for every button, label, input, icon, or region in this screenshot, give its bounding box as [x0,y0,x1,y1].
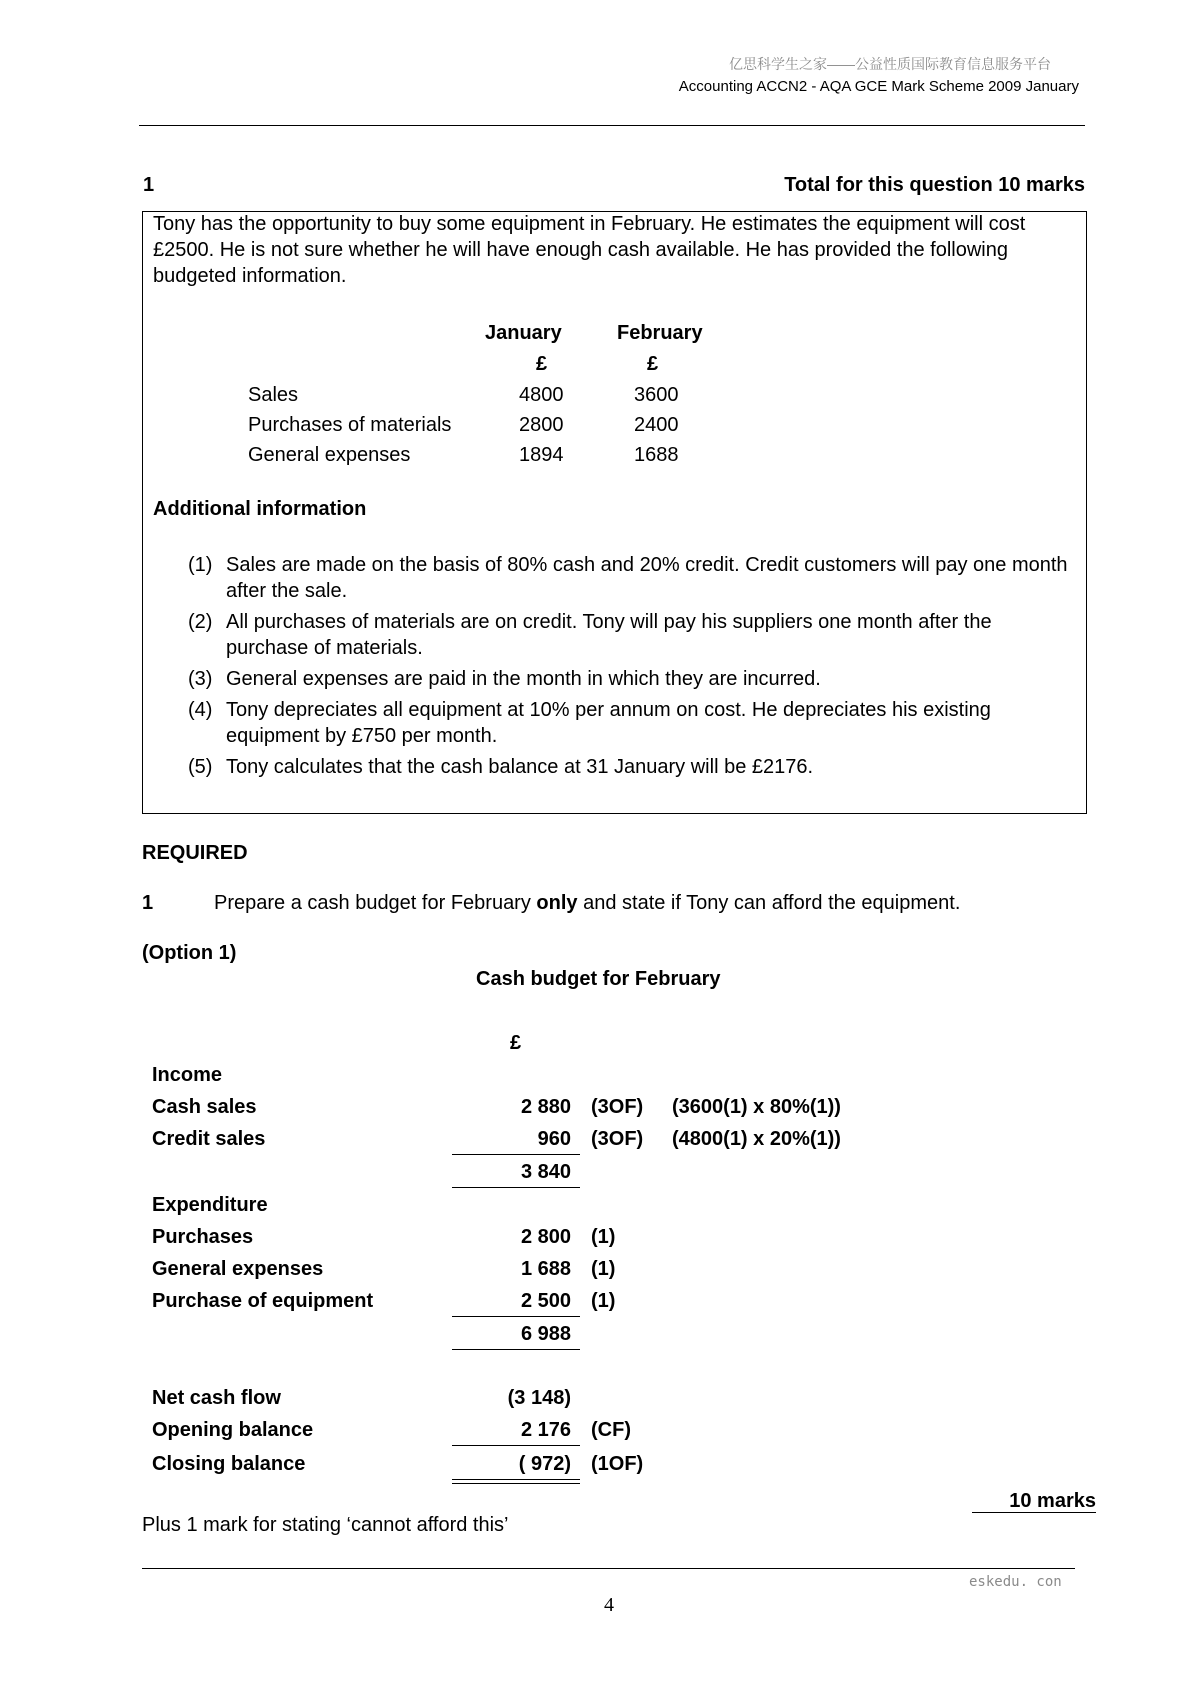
opening-balance-value: 2 176 [520,1419,571,1441]
credit-sales-calc: (4800(1) x 20%(1)) [672,1128,841,1150]
note-item [188,697,1078,749]
note-text: General expenses are paid in the month in which they are incurred. [226,668,821,690]
required-number: 1 [142,892,154,914]
cash-sales-calc: (3600(1) x 80%(1)) [672,1096,841,1118]
subtotal-rule [452,1316,580,1317]
budget-row-jan: 1894 [519,444,564,466]
expenditure-heading: Expenditure [152,1194,268,1216]
answer-option: (Option 1) [142,942,237,964]
header-title: Accounting ACCN2 - AQA GCE Mark Scheme 2009 January [678,78,1079,95]
budget-row-label: Purchases of materials [248,414,452,436]
note-item [188,609,1078,661]
cash-budget-title: Cash budget for February [476,968,721,990]
footer-site: eskedu. con [969,1574,1062,1590]
note-number: (2) [188,611,213,633]
note-item [188,754,1078,780]
budget-col-february: February [617,322,703,344]
note-item [188,552,1078,604]
total-rule [452,1349,580,1350]
budget-row-label: Sales [248,384,299,406]
note-item [188,666,1078,692]
budget-row-feb: 3600 [634,384,679,406]
opening-balance-mark: (CF) [591,1419,631,1441]
page-number: 4 [604,1594,614,1616]
budget-currency-jan: £ [536,353,548,375]
question-number: 1 [143,174,155,196]
required-text [214,892,960,915]
credit-sales-mark: (3OF) [591,1128,644,1150]
equipment-value: 2 500 [520,1290,571,1312]
cash-sales-label: Cash sales [152,1096,257,1118]
double-rule-top [452,1479,580,1480]
note-number: (5) [188,756,213,778]
budget-row-jan: 2800 [519,414,564,436]
subtotal-rule [452,1154,580,1155]
subtotal-rule [452,1445,580,1446]
budget-row-label: General expenses [248,444,411,466]
note-number: (3) [188,668,213,690]
note-number: (1) [188,554,213,576]
marks-total: 10 marks [1009,1490,1096,1512]
question-total-marks: Total for this question 10 marks [784,174,1085,196]
additional-info-heading: Additional information [153,498,367,520]
closing-balance-value: ( 972) [518,1453,571,1475]
header-site-cn: 亿思科学生之家——公益性质国际教育信息服务平台 [729,56,1051,72]
note-text: Sales are made on the basis of 80% cash and 20% credit. Credit customers will pay one month after the sale. [226,554,1068,602]
equipment-label: Purchase of equipment [152,1290,374,1312]
cash-sales-value: 2 880 [520,1096,571,1118]
header-divider [139,125,1085,126]
equipment-mark: (1) [591,1290,616,1312]
note-text: Tony calculates that the cash balance at 31 January will be £2176. [226,756,814,778]
double-rule-bottom [452,1483,580,1484]
budget-currency-feb: £ [647,353,659,375]
purchases-mark: (1) [591,1226,616,1248]
purchases-label: Purchases [152,1226,254,1248]
credit-sales-value: 960 [537,1128,571,1150]
note-text: Tony depreciates all equipment at 10% per annum on cost. He depreciates his existing equipment by £750 per month. [226,699,991,747]
opening-balance-label: Opening balance [152,1419,314,1441]
cash-sales-mark: (3OF) [591,1096,644,1118]
budget-row-feb: 1688 [634,444,679,466]
marks-underline [972,1512,1096,1513]
required-text-end: and state if Tony can afford the equipment. [577,892,961,914]
net-cash-flow-label: Net cash flow [152,1387,281,1409]
required-text-bold: only [536,892,578,914]
required-heading: REQUIRED [142,842,248,864]
income-total: 3 840 [520,1161,571,1183]
plus-mark-note: Plus 1 mark for stating ‘cannot afford this’ [142,1514,509,1536]
income-heading: Income [152,1064,223,1086]
credit-sales-label: Credit sales [152,1128,266,1150]
closing-balance-mark: (1OF) [591,1453,644,1475]
note-text: All purchases of materials are on credit. Tony will pay his suppliers one month after the purchase of materials. [226,611,992,659]
general-expenses-mark: (1) [591,1258,616,1280]
additional-info-list [188,552,1078,785]
general-expenses-label: General expenses [152,1258,324,1280]
budget-col-january: January [485,322,562,344]
expenditure-total: 6 988 [520,1323,571,1345]
note-number: (4) [188,699,213,721]
net-cash-flow-value: (3 148) [507,1387,571,1409]
purchases-value: 2 800 [520,1226,571,1248]
footer-divider [142,1568,1075,1569]
budget-row-jan: 4800 [519,384,564,406]
closing-balance-label: Closing balance [152,1453,306,1475]
question-intro: Tony has the opportunity to buy some equipment in February. He estimates the equipment will cost £2500. He is not sure whether he will have enough cash available. He has provided the following budgeted information. [153,213,1026,287]
general-expenses-value: 1 688 [520,1258,571,1280]
total-rule [452,1187,580,1188]
budget-row-feb: 2400 [634,414,679,436]
required-text-start: Prepare a cash budget for February [214,892,537,914]
cash-budget-currency: £ [510,1032,522,1054]
